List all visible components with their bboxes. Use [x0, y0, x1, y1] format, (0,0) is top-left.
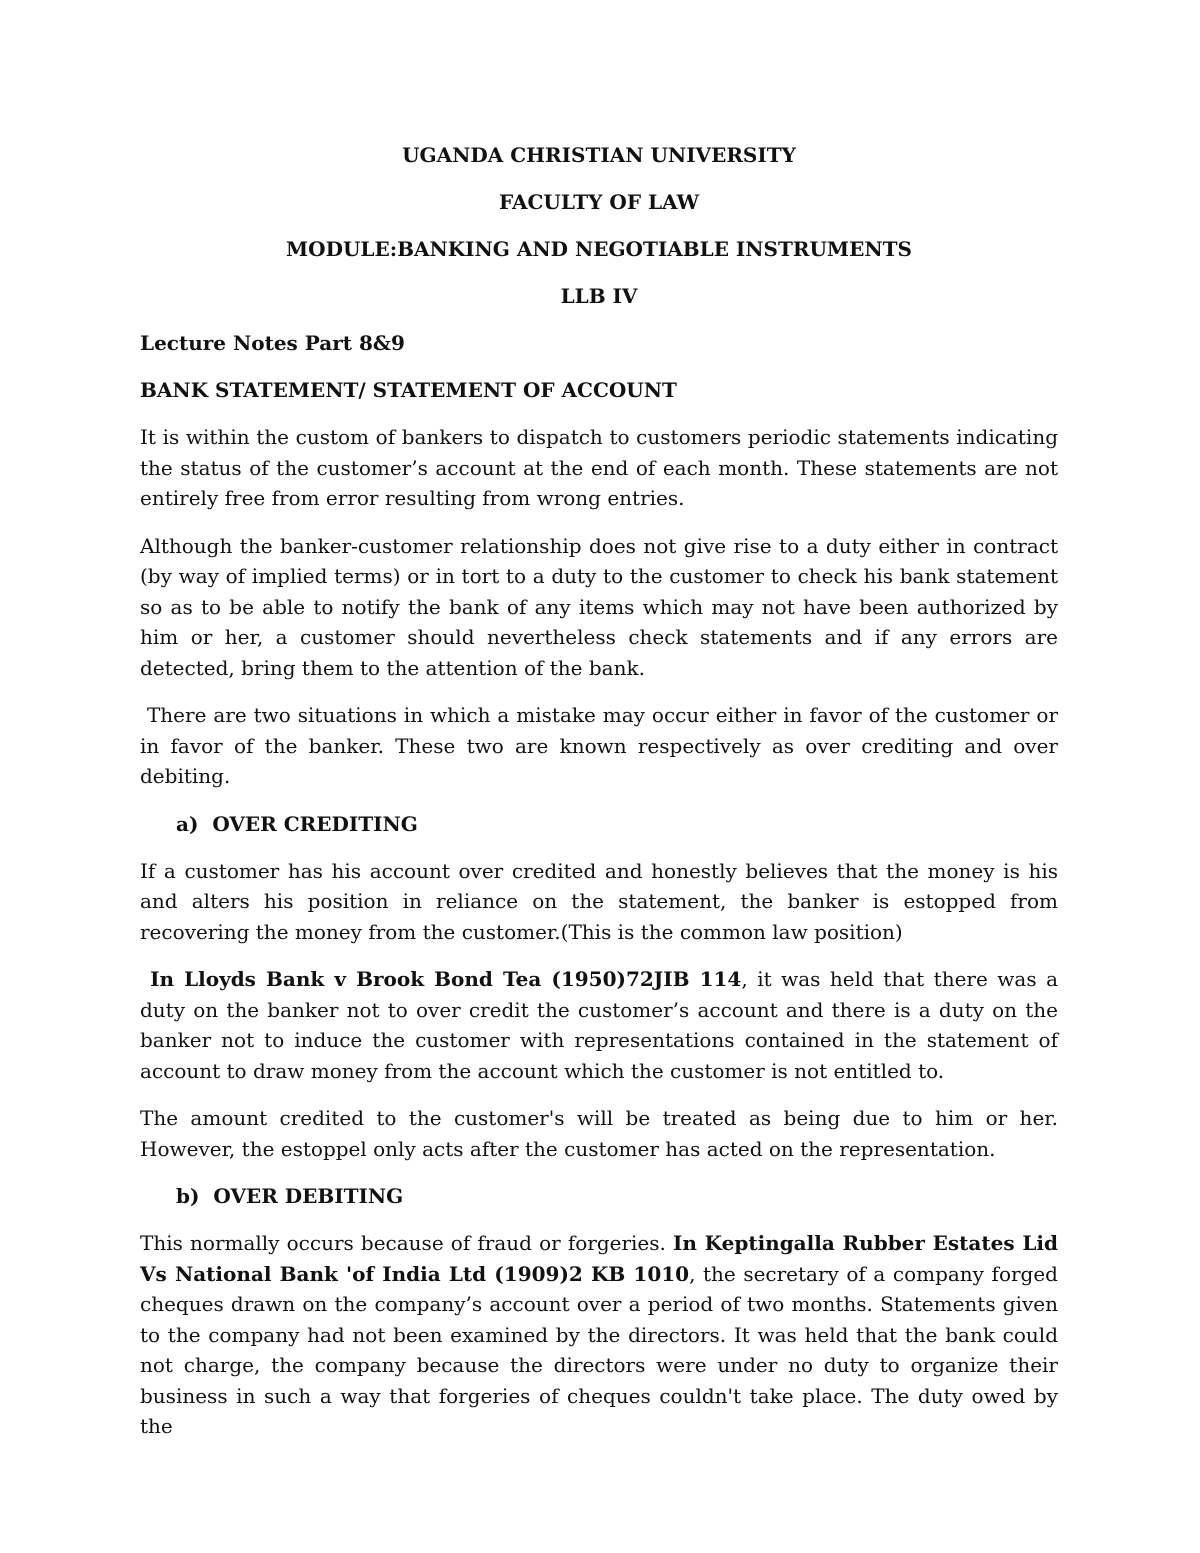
lecture-heading: Lecture Notes Part 8&9 — [140, 331, 405, 355]
over-crediting-heading: a) OVER CREDITING — [176, 811, 418, 836]
paragraph-lloyds-case — [140, 964, 1058, 1086]
case-holding-lloyds: , it was held that there was a duty on the banker not to over credit the customer’s account and there is a duty on the banker not to induce the customer with representations contained in the statement of account to draw money from the account which the customer is not entitled to. — [140, 967, 1059, 1083]
faculty-title: FACULTY OF LAW — [498, 190, 700, 214]
paragraph-custom-of-bankers: It is within the custom of bankers to dispatch to customers periodic statements indicating the status of the customer’s account at the end of each month. These statements are not entirely free from error resulting from wrong entries. — [140, 425, 1058, 510]
over-debiting-intro: This normally occurs because of fraud or forgeries. — [140, 1231, 674, 1255]
case-citation-lloyds: In Lloyds Bank v Brook Bond Tea (1950)72JIB 114 — [140, 967, 742, 991]
paragraph-over-credited: If a customer has his account over credited and honestly believes that the money is his and alters his position in reliance on the statement, the banker is estopped from recovering the money from the customer.(This is the common law position) — [140, 858, 1058, 944]
paragraph-two-situations: There are two situations in which a mistake may occur either in favor of the customer or in favor of the banker. These two are known respectively as over crediting and over debiting. — [140, 703, 1065, 788]
university-title: UGANDA CHRISTIAN UNIVERSITY — [402, 143, 796, 167]
over-debiting-heading: b) OVER DEBITING — [176, 1184, 404, 1208]
paragraph-keptingalla-case — [140, 1228, 1058, 1442]
case-citation-keptingalla: In Keptingalla Rubber Estates Lid Vs National Bank 'of India Ltd (1909)2 KB 1010 — [140, 1231, 1058, 1286]
paragraph-banker-customer: Although the banker-customer relationship does not give rise to a duty either in contract (by way of implied terms) or in tort to a duty to the customer to check his bank statement so as to be able to notify the bank of any items which may not have been authorized by him or her, a customer should nevertheless check statements and if any errors are detected, bring them to the attention of the bank. — [140, 533, 1058, 680]
section-heading: BANK STATEMENT/ STATEMENT OF ACCOUNT — [140, 378, 677, 402]
module-title: MODULE:BANKING AND NEGOTIABLE INSTRUMENTS — [286, 237, 912, 261]
document-page — [140, 140, 1065, 1442]
level-title: LLB IV — [560, 284, 638, 308]
case-holding-keptingalla: , the secretary of a company forged cheques drawn on the company’s account over a period of two months. Statements given to the company had not been examined by the directors. It was held that the bank could not charge, the company because the directors were under no duty to organize their business in such a way that forgeries of cheques couldn't take place. The duty owed by the — [140, 1261, 1058, 1438]
paragraph-estoppel: The amount credited to the customer's will be treated as being due to him or her. However, the estoppel only acts after the customer has acted on the representation. — [140, 1106, 1058, 1161]
